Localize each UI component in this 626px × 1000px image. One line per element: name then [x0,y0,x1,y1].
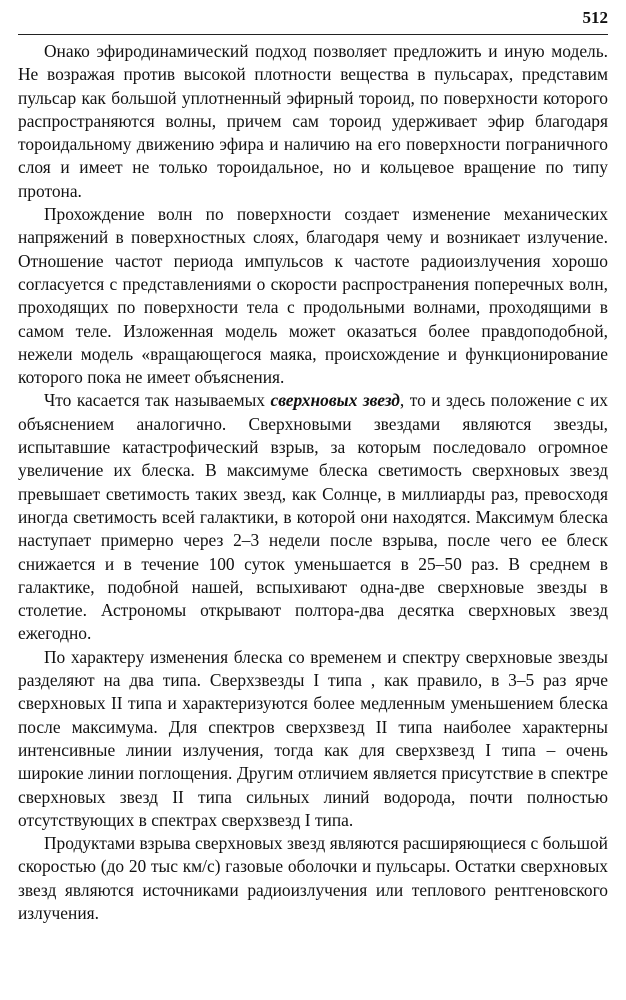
term-supernovae: сверхновых звезд [270,390,400,411]
page-number: 512 [582,8,608,27]
paragraph-supernovae-lead: Что касается так называемых [44,390,271,411]
paragraph-supernovae-rest: , то и здесь положение с их объяснением аналогично. Сверхновыми звездами являются звезды, испытавшие катастрофический взрыв, за которым последовало огромное увеличение их блеска. В максимуме блеска светимость сверхновых звезд превышает светимость таких звезд, как Солнце, в миллиарды раз, превосходя иногда светимость всей галактики, в которой они находятся. Максимум блеска наступает примерно через 2–3 недели после взрыва, после чего ее блеск снижается и в течение 100 суток уменьшается в 25–50 раз. В среднем в галактике, подобной нашей, вспыхивают одна-две сверхновые звезды в столетие. Астрономы открывают полтора-два десятка сверхновых звезд ежегодно. [18,390,608,644]
page-header [18,6,608,35]
text-body [18,40,608,925]
paragraph-supernova-types: По характеру изменения блеска со временем и спектру сверхновые звезды разделяют на два типа. Сверхзвезды I типа , как правило, в 3–5 раз ярче сверхновых II типа и характеризуются более медленным уменьшением блеска после максимума. Для спектров сверхзвезд II типа наиболее характерны интенсивные линии излучения, тогда как для сверхзвезд I типа – очень широкие линии поглощения. Другим отличием является присутствие в спектре сверхновых звезд II типа сильных линий водорода, почти полностью отсутствующих в спектрах сверхзвезд I типа. [18,646,608,830]
paragraph-supernovae [18,389,608,645]
paragraph-toroid-model: Онако эфиродинамический подход позволяет предложить и иную модель. Не возражая против высокой плотности вещества в пульсарах, представим пульсар как большой уплотненный эфирный тороид, по поверхности которого распространяются волны, причем сам тороид удерживает эфир благодаря тороидальному движению эфира и наличию на его поверхности пограничного слоя и имеет не только тороидальное, но и кольцевое вращение по типу протона. [18,41,608,201]
paragraph-explosion-products: Продуктами взрыва сверхновых звезд являются расширяющиеся с большой скоростью (до 20 тыс км/с) газовые оболочки и пульсары. Остатки сверхновых звезд являются источниками радиоизлучения или теплового рентгеновского излучения. [18,833,608,923]
paragraph-wave-radiation: Прохождение волн по поверхности создает изменение механических напряжений в поверхностных слоях, благодаря чему и возникает излучение. Отношение частот периода импульсов к частоте радиоизлучения хорошо согласуется с представлениями о скорости распространения поперечных волн, проходящих по поверхности тела с продольными волнами, проходящими в самом теле. Изложенная модель может оказаться более правдоподобной, нежели модель «вращающегося маяка, происхождение и функционирование которого пока не имеет объяснения. [18,204,608,388]
